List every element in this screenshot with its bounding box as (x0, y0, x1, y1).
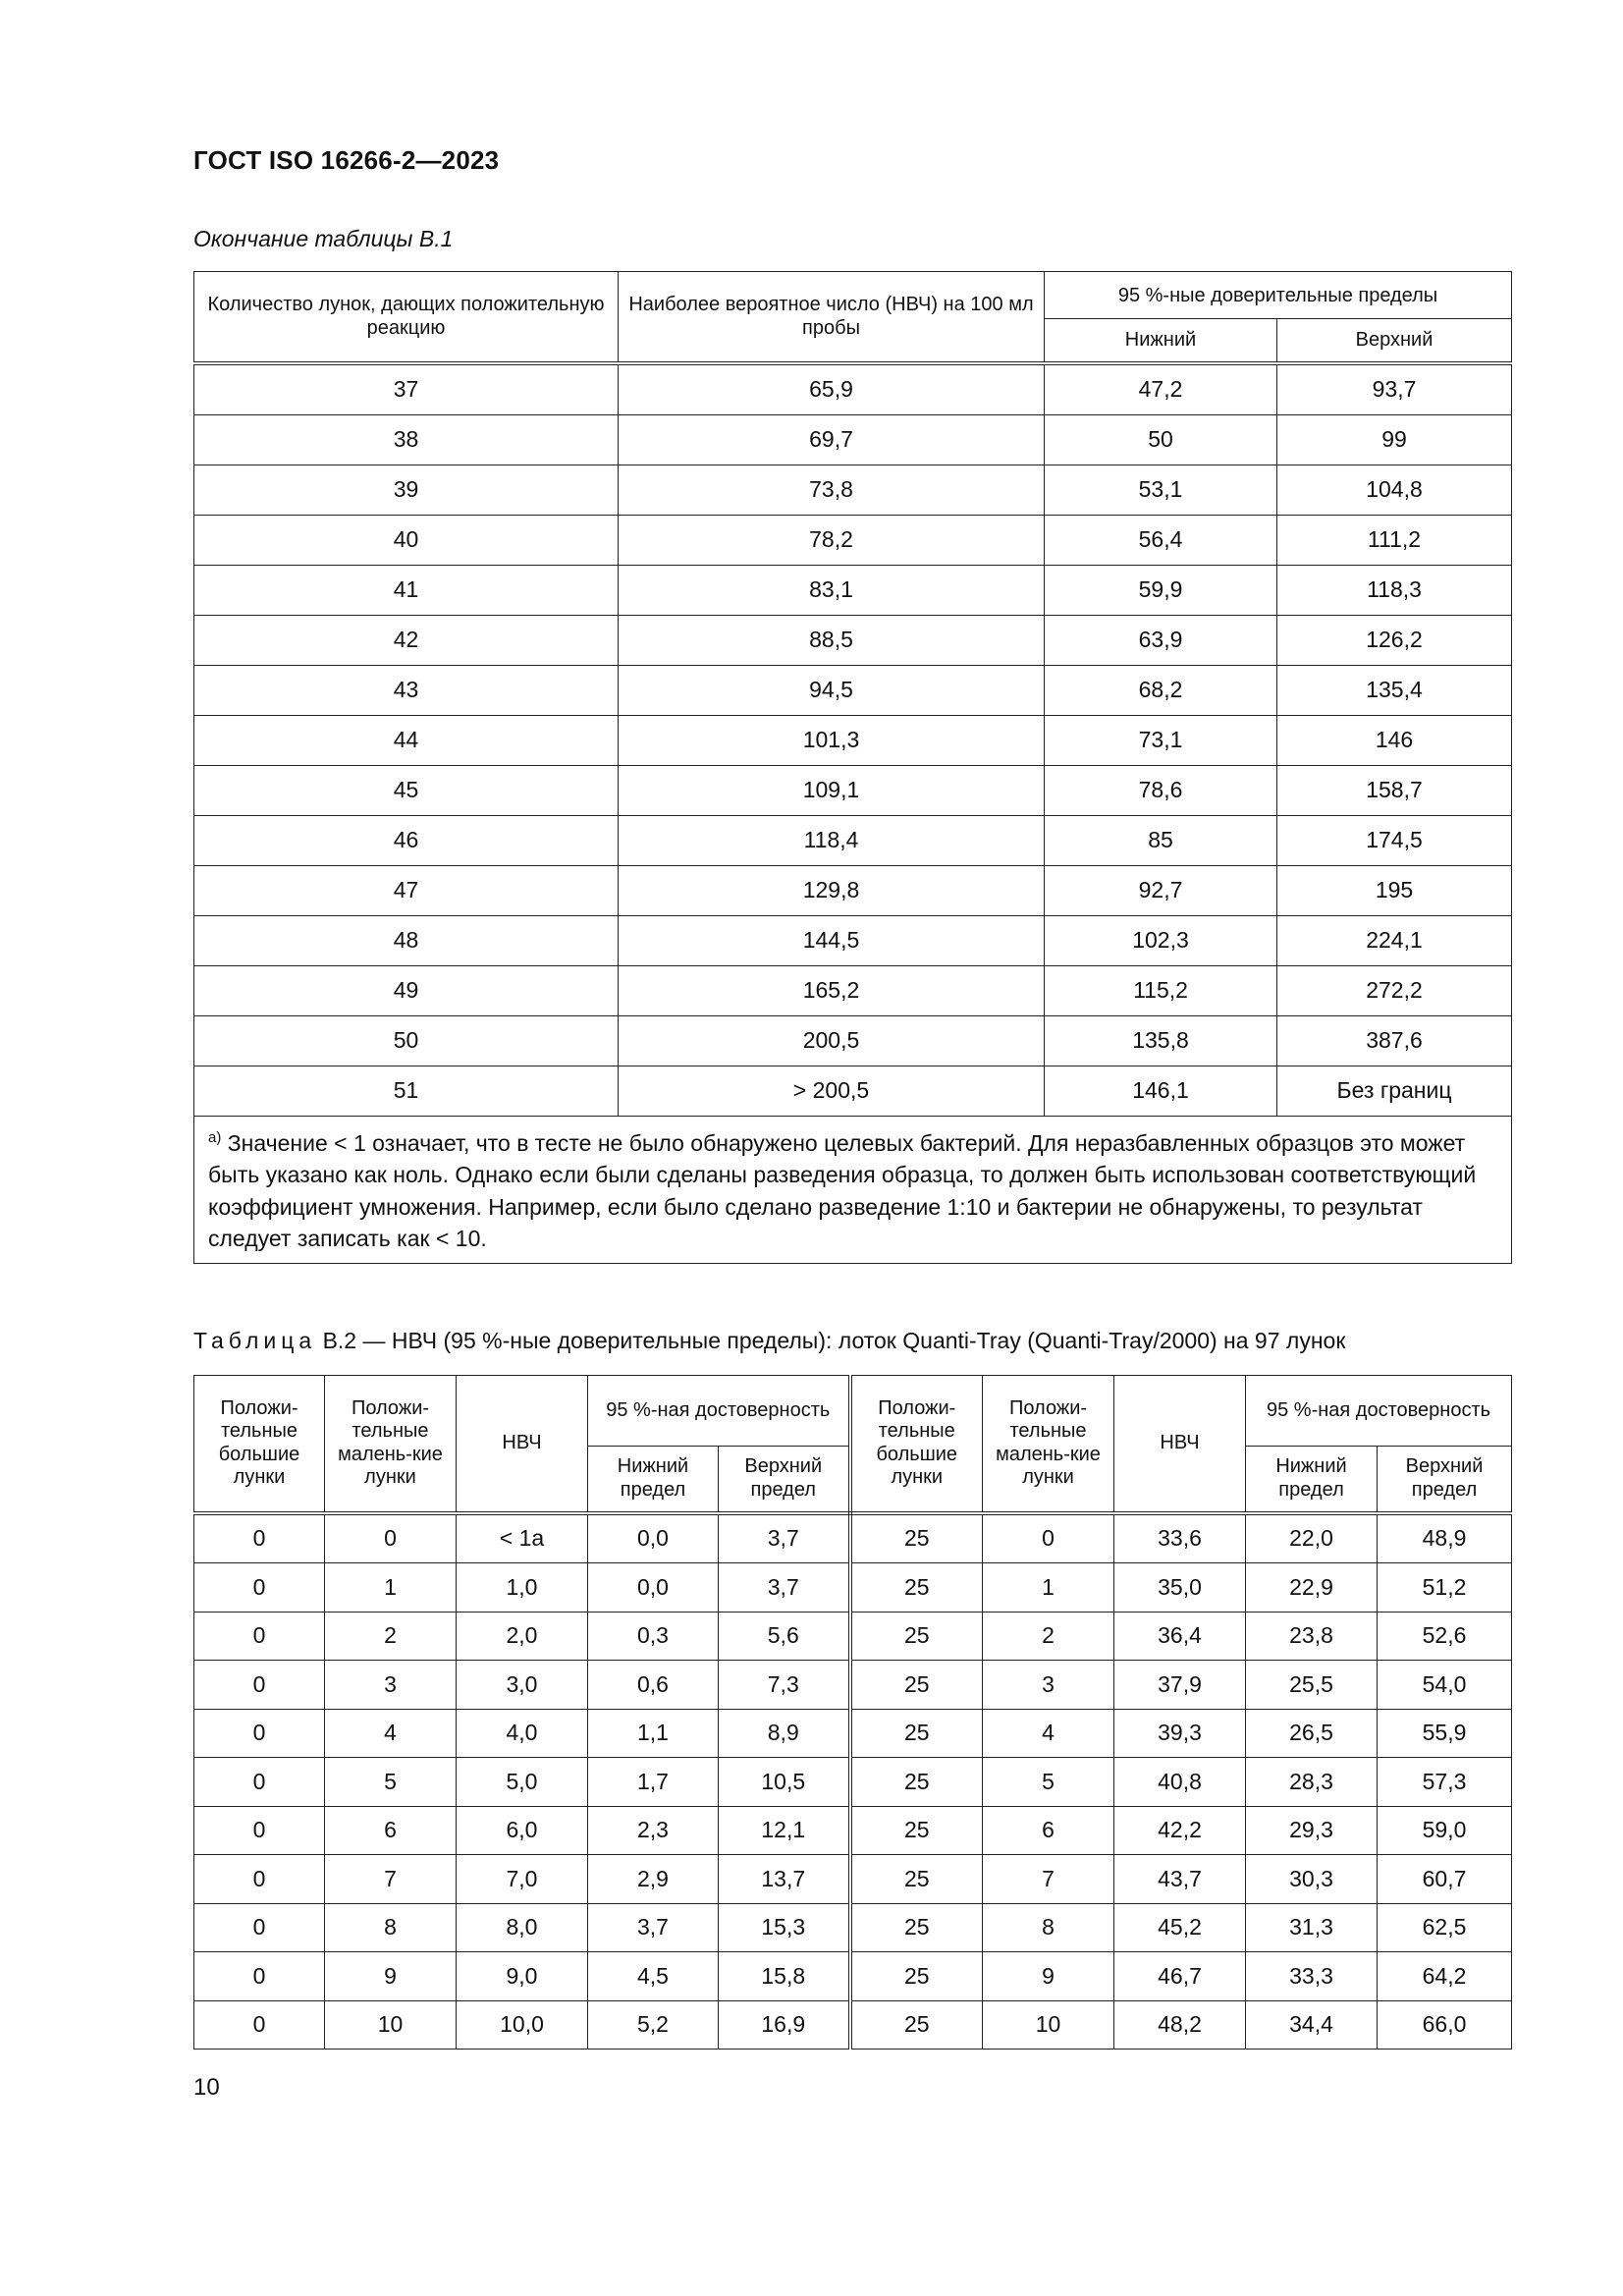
table-cell: 25 (850, 1855, 983, 1904)
table-cell: 15,8 (719, 1952, 850, 2001)
header-small-wells-2: Положи-тельные малень-кие лунки (983, 1376, 1114, 1513)
table-cell: 387,6 (1277, 1015, 1512, 1066)
table-cell: 25 (850, 1806, 983, 1855)
table-cell: 59,9 (1045, 565, 1277, 615)
table-cell: 118,4 (619, 815, 1045, 865)
table-cell: 224,1 (1277, 915, 1512, 965)
table-cell: 50 (1045, 414, 1277, 465)
table-cell: 1 (325, 1563, 457, 1613)
table-cell: 5,2 (588, 2000, 719, 2050)
table-cell: 46 (194, 815, 619, 865)
table-cell: 51,2 (1378, 1563, 1512, 1613)
table-cell: 43 (194, 665, 619, 715)
table-cell: 37 (194, 363, 619, 415)
table-b2-caption (193, 1328, 1345, 1354)
table-cell: 8 (983, 1903, 1114, 1952)
table-row (194, 565, 1512, 615)
table-cell: 9 (325, 1952, 457, 2001)
table-cell: 51 (194, 1066, 619, 1116)
table-cell: 54,0 (1378, 1661, 1512, 1710)
table-cell: 53,1 (1045, 465, 1277, 515)
header-confidence-2: 95 %-ная достоверность (1246, 1376, 1512, 1447)
table-row (194, 1952, 1512, 2001)
table-cell: 73,8 (619, 465, 1045, 515)
table-cell: 0,6 (588, 1661, 719, 1710)
table-cell: 83,1 (619, 565, 1045, 615)
table-cell: 9 (983, 1952, 1114, 2001)
table-cell: 40,8 (1114, 1758, 1246, 1807)
table-cell: 0 (194, 1709, 325, 1758)
table-cell: 40 (194, 515, 619, 565)
table-cell: 115,2 (1045, 965, 1277, 1015)
table-row (194, 815, 1512, 865)
table-cell: 48,2 (1114, 2000, 1246, 2050)
table-cell: 200,5 (619, 1015, 1045, 1066)
table-cell: 23,8 (1246, 1612, 1378, 1661)
table-cell: 31,3 (1246, 1903, 1378, 1952)
table-cell: Без границ (1277, 1066, 1512, 1116)
table-cell: 48,9 (1378, 1513, 1512, 1563)
table-cell: 25 (850, 1903, 983, 1952)
table-cell: 25,5 (1246, 1661, 1378, 1710)
footnote-marker: а) (208, 1128, 222, 1146)
header-confidence: 95 %-ная достоверность (588, 1376, 850, 1447)
header-large-wells: Положи-тельные большие лунки (194, 1376, 325, 1513)
table-cell: 4 (325, 1709, 457, 1758)
table-cell: 8 (325, 1903, 457, 1952)
table-cell: 36,4 (1114, 1612, 1246, 1661)
table-cell: 33,3 (1246, 1952, 1378, 2001)
table-cell: 3,7 (719, 1563, 850, 1613)
table-cell: 101,3 (619, 715, 1045, 765)
table-cell: 16,9 (719, 2000, 850, 2050)
table-cell: 2,3 (588, 1806, 719, 1855)
header-lower-limit: Нижний предел (588, 1447, 719, 1513)
table-row (194, 363, 1512, 415)
table-cell: 0 (983, 1513, 1114, 1563)
table-cell: 0,0 (588, 1513, 719, 1563)
table-cell: 6 (325, 1806, 457, 1855)
table-row (194, 1513, 1512, 1563)
table-cell: 38 (194, 414, 619, 465)
table-cell: 25 (850, 2000, 983, 2050)
footnote-text: Значение < 1 означает, что в тесте не было обнаружено целевых бактерий. Для неразбавленных образцов это может быть указано как ноль. Однако если были сделаны разведения образца, то должен быть использован соответствующий коэффициент умножения. Например, если было сделано разведение 1:10 и бактерии не обнаружены, то результат следует записать как < 10. (208, 1129, 1477, 1251)
table-cell: 39,3 (1114, 1709, 1246, 1758)
table-cell: 0 (325, 1513, 457, 1563)
table-cell: 50 (194, 1015, 619, 1066)
table-cell: 4,5 (588, 1952, 719, 2001)
table-cell: 7,0 (457, 1855, 588, 1904)
table-b2 (193, 1375, 1512, 2050)
table-row (194, 1903, 1512, 1952)
table-cell: 45 (194, 765, 619, 815)
table-cell: 30,3 (1246, 1855, 1378, 1904)
table-cell: 0 (194, 1903, 325, 1952)
table-cell: 0 (194, 1952, 325, 2001)
table-cell: 63,9 (1045, 615, 1277, 665)
table-cell: 39 (194, 465, 619, 515)
table-cell: 52,6 (1378, 1612, 1512, 1661)
table-cell: 9,0 (457, 1952, 588, 2001)
table-cell: 57,3 (1378, 1758, 1512, 1807)
document-id: ГОСТ ISO 16266-2—2023 (193, 145, 500, 175)
header-wells-count: Количество лунок, дающих положительную реакцию (194, 272, 619, 363)
table-cell: 69,7 (619, 414, 1045, 465)
table-cell: 42,2 (1114, 1806, 1246, 1855)
table-cell: 104,8 (1277, 465, 1512, 515)
table-cell: 1,7 (588, 1758, 719, 1807)
table-cell: 46,7 (1114, 1952, 1246, 2001)
table-cell: 111,2 (1277, 515, 1512, 565)
table-cell: 0 (194, 1563, 325, 1613)
table-cell: 55,9 (1378, 1709, 1512, 1758)
page-number: 10 (193, 2074, 220, 2101)
table-cell: 68,2 (1045, 665, 1277, 715)
table-row (194, 1709, 1512, 1758)
header-upper-limit: Верхний предел (719, 1447, 850, 1513)
table-cell: 33,6 (1114, 1513, 1246, 1563)
table-cell: 8,0 (457, 1903, 588, 1952)
table-b1-body (194, 363, 1512, 1117)
table-cell: 25 (850, 1709, 983, 1758)
table-cell: 47,2 (1045, 363, 1277, 415)
table-row (194, 414, 1512, 465)
table-cell: 1 (983, 1563, 1114, 1613)
table-cell: 5,6 (719, 1612, 850, 1661)
table-cell: 0 (194, 2000, 325, 2050)
table-cell: 10,5 (719, 1758, 850, 1807)
table-cell: 0,0 (588, 1563, 719, 1613)
table-cell: 25 (850, 1513, 983, 1563)
table-cell: 47 (194, 865, 619, 915)
table-cell: 59,0 (1378, 1806, 1512, 1855)
table-cell: 28,3 (1246, 1758, 1378, 1807)
table-cell: 62,5 (1378, 1903, 1512, 1952)
table-cell: 44 (194, 715, 619, 765)
table-row (194, 615, 1512, 665)
table-row (194, 1758, 1512, 1807)
table-cell: 49 (194, 965, 619, 1015)
table-cell: 3 (325, 1661, 457, 1710)
table-cell: 126,2 (1277, 615, 1512, 665)
table-cell: 272,2 (1277, 965, 1512, 1015)
table-row (194, 1855, 1512, 1904)
table-row (194, 1563, 1512, 1613)
table-row (194, 1806, 1512, 1855)
table-cell: 4,0 (457, 1709, 588, 1758)
table-cell: 2 (983, 1612, 1114, 1661)
table-cell: 7 (325, 1855, 457, 1904)
table-cell: 195 (1277, 865, 1512, 915)
table-cell: 22,0 (1246, 1513, 1378, 1563)
table-cell: 10 (983, 2000, 1114, 2050)
header-mpn-2: НВЧ (1114, 1376, 1246, 1513)
header-upper: Верхний (1277, 319, 1512, 363)
table-cell: 88,5 (619, 615, 1045, 665)
table-continuation-label: Окончание таблицы В.1 (193, 226, 454, 251)
table-cell: > 200,5 (619, 1066, 1045, 1116)
caption-prefix: Таблица (193, 1328, 317, 1353)
table-row (194, 465, 1512, 515)
table-cell: 3,0 (457, 1661, 588, 1710)
table-cell: 0 (194, 1806, 325, 1855)
table-cell: 7,3 (719, 1661, 850, 1710)
table-cell: 4 (983, 1709, 1114, 1758)
table-cell: 144,5 (619, 915, 1045, 965)
table-cell: 64,2 (1378, 1952, 1512, 2001)
table-b2-body (194, 1513, 1512, 2050)
table-row (194, 865, 1512, 915)
table-cell: 158,7 (1277, 765, 1512, 815)
table-cell: 12,1 (719, 1806, 850, 1855)
table-cell: 1,0 (457, 1563, 588, 1613)
table-cell: 174,5 (1277, 815, 1512, 865)
table-cell: 45,2 (1114, 1903, 1246, 1952)
table-row (194, 765, 1512, 815)
table-cell: 3,7 (588, 1903, 719, 1952)
header-upper-limit-2: Верхний предел (1378, 1447, 1512, 1513)
header-small-wells: Положи-тельные малень-кие лунки (325, 1376, 457, 1513)
table-cell: 56,4 (1045, 515, 1277, 565)
table-cell: 0 (194, 1513, 325, 1563)
table-cell: 25 (850, 1563, 983, 1613)
table-cell: 1,1 (588, 1709, 719, 1758)
table-cell: < 1а (457, 1513, 588, 1563)
table-row (194, 2000, 1512, 2050)
table-cell: 0 (194, 1758, 325, 1807)
table-cell: 2 (325, 1612, 457, 1661)
table-cell: 7 (983, 1855, 1114, 1904)
table-cell: 0,3 (588, 1612, 719, 1661)
table-cell: 15,3 (719, 1903, 850, 1952)
table-row (194, 715, 1512, 765)
table-cell: 3 (983, 1661, 1114, 1710)
table-cell: 165,2 (619, 965, 1045, 1015)
header-lower: Нижний (1045, 319, 1277, 363)
header-large-wells-2: Положи-тельные большие лунки (850, 1376, 983, 1513)
table-cell: 26,5 (1246, 1709, 1378, 1758)
table-cell: 34,4 (1246, 2000, 1378, 2050)
table-cell: 92,7 (1045, 865, 1277, 915)
table-cell: 10,0 (457, 2000, 588, 2050)
header-mpn: НВЧ (457, 1376, 588, 1513)
table-cell: 135,4 (1277, 665, 1512, 715)
table-row (194, 515, 1512, 565)
table-cell: 13,7 (719, 1855, 850, 1904)
table-cell: 6 (983, 1806, 1114, 1855)
table-cell: 60,7 (1378, 1855, 1512, 1904)
table-cell: 109,1 (619, 765, 1045, 815)
table-row (194, 915, 1512, 965)
caption-text: В.2 — НВЧ (95 %-ные доверительные пределы): лоток Quanti-Tray (Quanti-Tray/2000) на 97 лунок (322, 1328, 1346, 1353)
table-cell: 0 (194, 1661, 325, 1710)
table-cell: 43,7 (1114, 1855, 1246, 1904)
table-cell: 3,7 (719, 1513, 850, 1563)
table-cell: 2,9 (588, 1855, 719, 1904)
table-cell: 25 (850, 1612, 983, 1661)
table-cell: 5,0 (457, 1758, 588, 1807)
table-cell: 25 (850, 1952, 983, 2001)
table-cell: 35,0 (1114, 1563, 1246, 1613)
table-row (194, 965, 1512, 1015)
table-cell: 41 (194, 565, 619, 615)
table-cell: 37,9 (1114, 1661, 1246, 1710)
table-cell: 5 (983, 1758, 1114, 1807)
table-cell: 99 (1277, 414, 1512, 465)
table-cell: 129,8 (619, 865, 1045, 915)
table-cell: 146 (1277, 715, 1512, 765)
table-cell: 93,7 (1277, 363, 1512, 415)
table-cell: 65,9 (619, 363, 1045, 415)
table-cell: 135,8 (1045, 1015, 1277, 1066)
table-footnote (194, 1116, 1512, 1263)
header-lower-limit-2: Нижний предел (1246, 1447, 1378, 1513)
table-row (194, 1612, 1512, 1661)
table-cell: 0 (194, 1612, 325, 1661)
table-cell: 118,3 (1277, 565, 1512, 615)
table-cell: 48 (194, 915, 619, 965)
header-mpn: Наиболее вероятное число (НВЧ) на 100 мл пробы (619, 272, 1045, 363)
table-cell: 102,3 (1045, 915, 1277, 965)
table-cell: 0 (194, 1855, 325, 1904)
table-cell: 10 (325, 2000, 457, 2050)
table-cell: 146,1 (1045, 1066, 1277, 1116)
table-row (194, 1066, 1512, 1116)
table-cell: 2,0 (457, 1612, 588, 1661)
table-cell: 94,5 (619, 665, 1045, 715)
table-cell: 29,3 (1246, 1806, 1378, 1855)
table-cell: 85 (1045, 815, 1277, 865)
table-cell: 66,0 (1378, 2000, 1512, 2050)
header-confidence-limits: 95 %-ные доверительные пределы (1045, 272, 1512, 319)
table-cell: 6,0 (457, 1806, 588, 1855)
table-cell: 25 (850, 1758, 983, 1807)
table-row (194, 665, 1512, 715)
table-row (194, 1015, 1512, 1066)
table-cell: 8,9 (719, 1709, 850, 1758)
table-b1 (193, 271, 1512, 1264)
table-cell: 5 (325, 1758, 457, 1807)
table-cell: 73,1 (1045, 715, 1277, 765)
table-cell: 22,9 (1246, 1563, 1378, 1613)
table-row (194, 1661, 1512, 1710)
table-cell: 25 (850, 1661, 983, 1710)
table-cell: 78,2 (619, 515, 1045, 565)
table-cell: 42 (194, 615, 619, 665)
table-cell: 78,6 (1045, 765, 1277, 815)
